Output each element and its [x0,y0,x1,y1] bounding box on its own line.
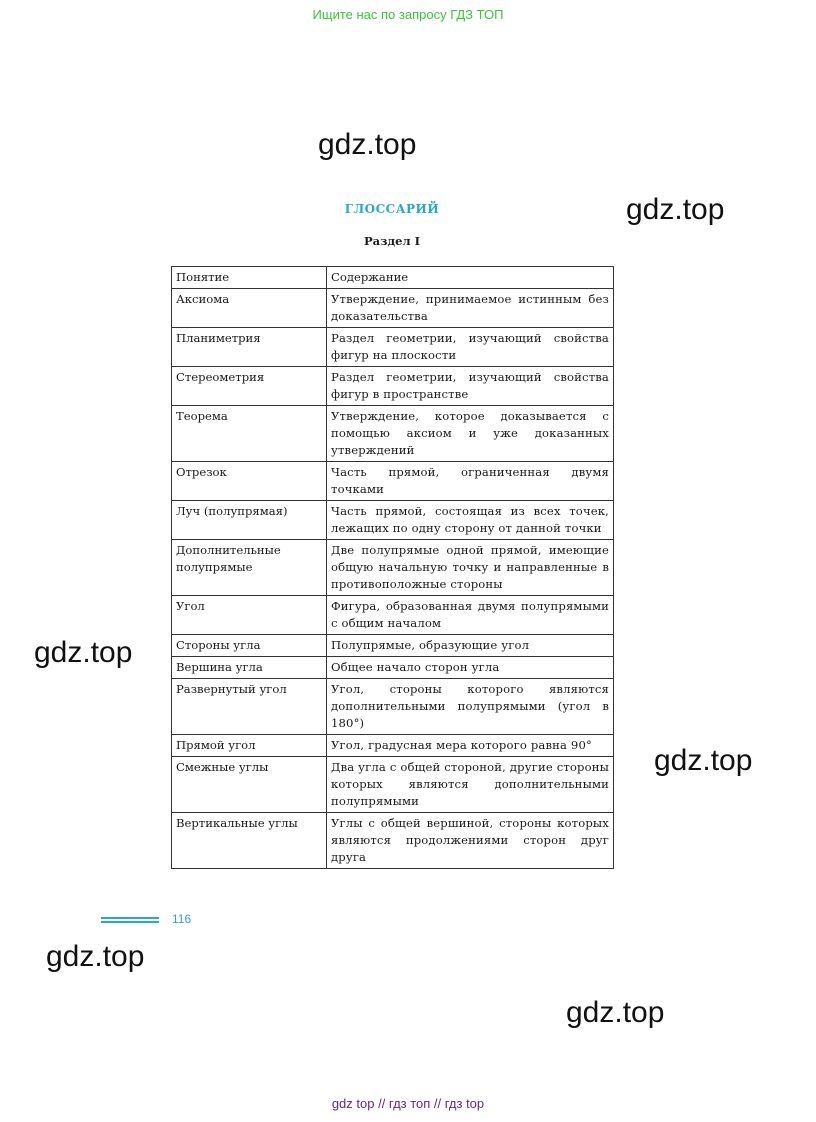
footer-text: gdz top // гдз топ // гдз top [331,1096,485,1111]
definition-cell: Раздел геометрии, изучающий свойства фигур на плоскости [327,328,614,367]
table-row [172,757,614,813]
term-cell: Угол [172,596,327,635]
table-row [172,462,614,501]
definition-cell: Углы с общей вершиной, стороны которых являются продолжениями сторон друг друга [327,813,614,869]
definition-cell: Часть прямой, ограниченная двумя точками [327,462,614,501]
definition-cell: Угол, градусная мера которого равна 90° [327,735,614,757]
term-cell: Теорема [172,406,327,462]
table-row [172,367,614,406]
top-banner: Ищите нас по запросу ГДЗ ТОП [312,7,504,22]
term-cell: Стороны угла [172,635,327,657]
definition-cell: Раздел геометрии, изучающий свойства фигур в пространстве [327,367,614,406]
column-header-term: Понятие [172,267,327,289]
watermark: gdz.top [318,128,417,161]
watermark: gdz.top [626,193,725,226]
term-cell: Дополнительные полупрямые [172,540,327,596]
term-cell: Планиметрия [172,328,327,367]
definition-cell: Фигура, образованная двумя полупрямыми с общим началом [327,596,614,635]
table-header-row [172,267,614,289]
term-cell: Вершина угла [172,657,327,679]
term-cell: Луч (полупрямая) [172,501,327,540]
definition-cell: Две полупрямые одной прямой, имеющие общую начальную точку и направленные в противоположные стороны [327,540,614,596]
term-cell: Стереометрия [172,367,327,406]
term-cell: Смежные углы [172,757,327,813]
watermark: gdz.top [566,996,665,1029]
watermark: gdz.top [46,940,145,973]
decorative-line [101,921,159,923]
table-row [172,501,614,540]
page-number-decoration [101,917,159,925]
table-row [172,735,614,757]
definition-cell: Два угла с общей стороной, другие стороны которых являются дополнительными полупрямыми [327,757,614,813]
table-row [172,328,614,367]
watermark: gdz.top [34,636,133,669]
glossary-body [172,289,614,869]
definition-cell: Утверждение, которое доказывается с помощью аксиом и уже доказанных утверждений [327,406,614,462]
definition-cell: Угол, стороны которого являются дополнительными полупрямыми (угол в 180°) [327,679,614,735]
definition-cell: Общее начало сторон угла [327,657,614,679]
term-cell: Аксиома [172,289,327,328]
definition-cell: Полупрямые, образующие угол [327,635,614,657]
column-header-definition: Содержание [327,267,614,289]
term-cell: Отрезок [172,462,327,501]
definition-cell: Часть прямой, состоящая из всех точек, лежащих по одну сторону от данной точки [327,501,614,540]
section-title: Раздел I [364,234,420,248]
glossary-table [171,266,614,869]
table-row [172,289,614,328]
table-row [172,813,614,869]
term-cell: Прямой угол [172,735,327,757]
table-row [172,596,614,635]
term-cell: Вертикальные углы [172,813,327,869]
table-row [172,679,614,735]
table-row [172,406,614,462]
definition-cell: Утверждение, принимаемое истинным без доказательства [327,289,614,328]
page-title: ГЛОССАРИЙ [344,202,440,216]
table-row [172,540,614,596]
watermark: gdz.top [654,744,753,777]
term-cell: Развернутый угол [172,679,327,735]
page-number: 116 [172,912,192,926]
decorative-line [101,917,159,919]
table-row [172,635,614,657]
table-row [172,657,614,679]
